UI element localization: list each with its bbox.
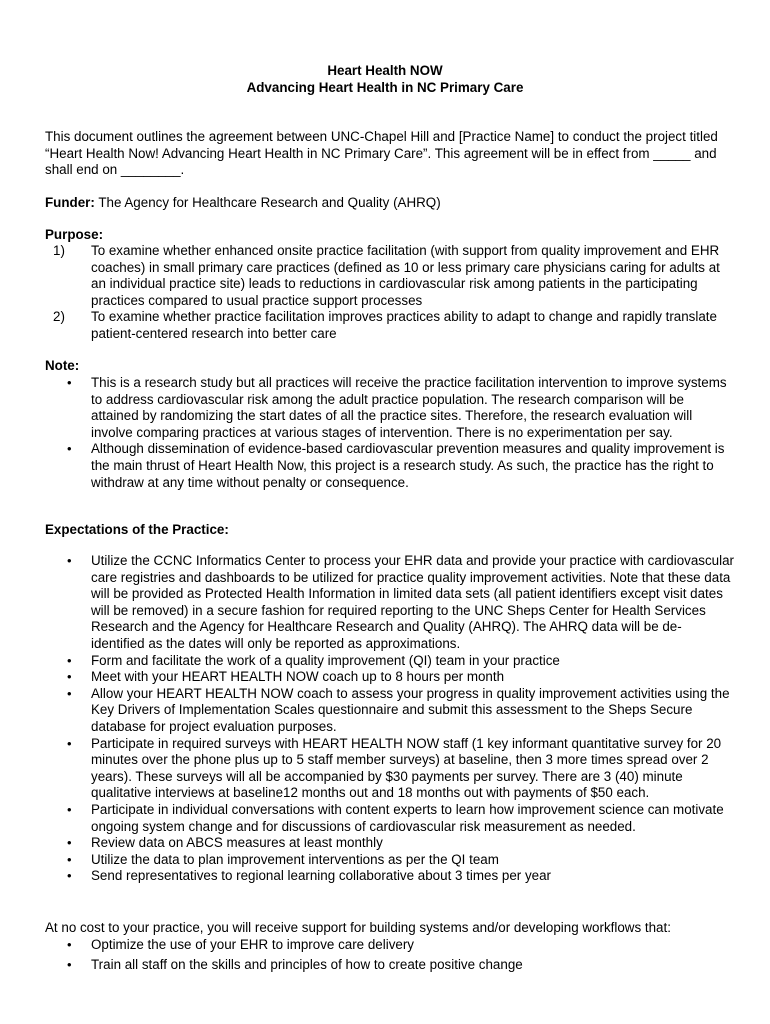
bullet-icon: • <box>67 801 72 817</box>
bullet-icon: • <box>67 669 72 685</box>
note-item <box>45 375 735 441</box>
bullet-icon: • <box>67 937 72 952</box>
support-intro: At no cost to your practice, you will receive support for building systems and/or developing workflows that: <box>45 920 671 935</box>
bullet-icon: • <box>67 735 72 751</box>
note-item-text: Although dissemination of evidence-based cardiovascular prevention measures and quality improvement is the main thrust of Heart Health Now, this project is a research study. As such, the practice has the right to withdraw at any time without penalty or consequence. <box>91 441 725 490</box>
funder-line <box>45 195 735 212</box>
bullet-icon: • <box>67 553 72 568</box>
bullet-icon: • <box>67 685 72 701</box>
note-heading: Note: <box>45 358 80 373</box>
note-item <box>45 441 735 491</box>
expectation-item-text: Utilize the data to plan improvement interventions as per the QI team <box>91 851 499 867</box>
support-item <box>45 937 735 954</box>
note-item-text: This is a research study but all practices will receive the practice facilitation intervention to improve systems to address cardiovascular risk among the adult practice population. The research comparison will be attained by randomizing the start dates of all the practice sites. Therefore, the research evaluation will involve comparing practices at various stages of intervention. There is no experimentation per say. <box>91 375 727 440</box>
support-item-text: Train all staff on the skills and principles of how to create positive change <box>91 956 523 972</box>
bullet-icon: • <box>67 956 72 972</box>
bullet-icon: • <box>67 652 72 668</box>
purpose-item-text: To examine whether practice facilitation improves practices ability to adapt to change and rapidly translate patient-centered research into better care <box>91 309 717 341</box>
expectation-item <box>45 736 735 802</box>
expectation-item-text: Utilize the CCNC Informatics Center to process your EHR data and provide your practice with cardiovascular care registries and dashboards to be utilized for practice quality improvement activities. Note that these data will be provided as Protected Health Information in limited data sets (all patient identifiers except visit dates will be removed) in a secure fashion for required reporting to the UNC Sheps Center for Health Services Research and the Agency for Healthcare Research and Quality (AHRQ). The AHRQ data will be de-identified as the dates will only be reported as approximations. <box>91 553 735 651</box>
bullet-icon: • <box>67 835 72 851</box>
document-title: Heart Health NOW <box>327 63 443 78</box>
bullet-icon: • <box>67 441 72 457</box>
list-number: 1) <box>53 243 65 258</box>
bullet-icon: • <box>67 868 72 884</box>
expectation-item-text: Send representatives to regional learning collaborative about 3 times per year <box>91 868 552 884</box>
purpose-heading: Purpose: <box>45 227 104 242</box>
expectation-item <box>45 686 735 736</box>
support-list <box>45 937 735 973</box>
expectation-item <box>45 852 735 869</box>
intro-paragraph: This document outlines the agreement between UNC-Chapel Hill and [Practice Name] to conduct the project titled “Heart Health Now! Advancing Heart Health in NC Primary Care”. This agreement will be in effect from _____ and shall end on ________. <box>45 129 718 178</box>
expectation-item-text: Review data on ABCS measures at least monthly <box>91 835 383 851</box>
funder-label: Funder: <box>45 195 95 210</box>
expectations-list <box>45 553 735 885</box>
expectation-item-text: Allow your HEART HEALTH NOW coach to assess your progress in quality improvement activities using the Key Drivers of Implementation Scales questionnaire and submit this assessment to the Sheps Secure database for project evaluation purposes. <box>91 685 730 734</box>
purpose-item <box>45 243 735 309</box>
support-item <box>45 957 735 974</box>
expectation-item <box>45 835 735 852</box>
expectation-item-text: Participate in required surveys with HEART HEALTH NOW staff (1 key informant quantitative survey for 20 minutes over the phone plus up to 5 staff member surveys) at baseline, then 3 more times spread over 2 years). These surveys will all be accompanied by $30 payments per survey. There are 3 (40) minute qualitative interviews at baseline12 months out and 18 months out with payments of $50 each. <box>91 735 722 801</box>
purpose-item-text: To examine whether enhanced onsite practice facilitation (with support from quality improvement and EHR coaches) in small primary care practices (defined as 10 or less primary care physicians caring for adults at an individual practice site) leads to reductions in cardiovascular risk among patients in the participating practices compared to usual practice support processes <box>91 243 720 308</box>
expectation-item-text: Meet with your HEART HEALTH NOW coach up to 8 hours per month <box>91 669 505 685</box>
expectation-item <box>45 669 735 686</box>
purpose-item <box>45 309 735 342</box>
expectation-item <box>45 868 735 885</box>
bullet-icon: • <box>67 851 72 867</box>
list-number: 2) <box>53 309 65 325</box>
expectations-heading: Expectations of the Practice: <box>45 522 229 537</box>
bullet-icon: • <box>67 375 72 390</box>
expectation-item-text: Participate in individual conversations with content experts to learn how improvement science can motivate ongoing system change and for discussions of cardiovascular risk measurement as needed. <box>91 801 724 834</box>
document-subtitle: Advancing Heart Health in NC Primary Care <box>246 80 524 95</box>
expectation-item <box>45 653 735 670</box>
expectation-item-text: Form and facilitate the work of a quality improvement (QI) team in your practice <box>91 652 560 668</box>
funder-text: The Agency for Healthcare Research and Quality (AHRQ) <box>94 195 441 210</box>
purpose-list <box>45 243 735 343</box>
support-item-text: Optimize the use of your EHR to improve care delivery <box>91 937 414 952</box>
expectation-item <box>45 553 735 653</box>
expectation-item <box>45 802 735 835</box>
note-list <box>45 375 735 491</box>
